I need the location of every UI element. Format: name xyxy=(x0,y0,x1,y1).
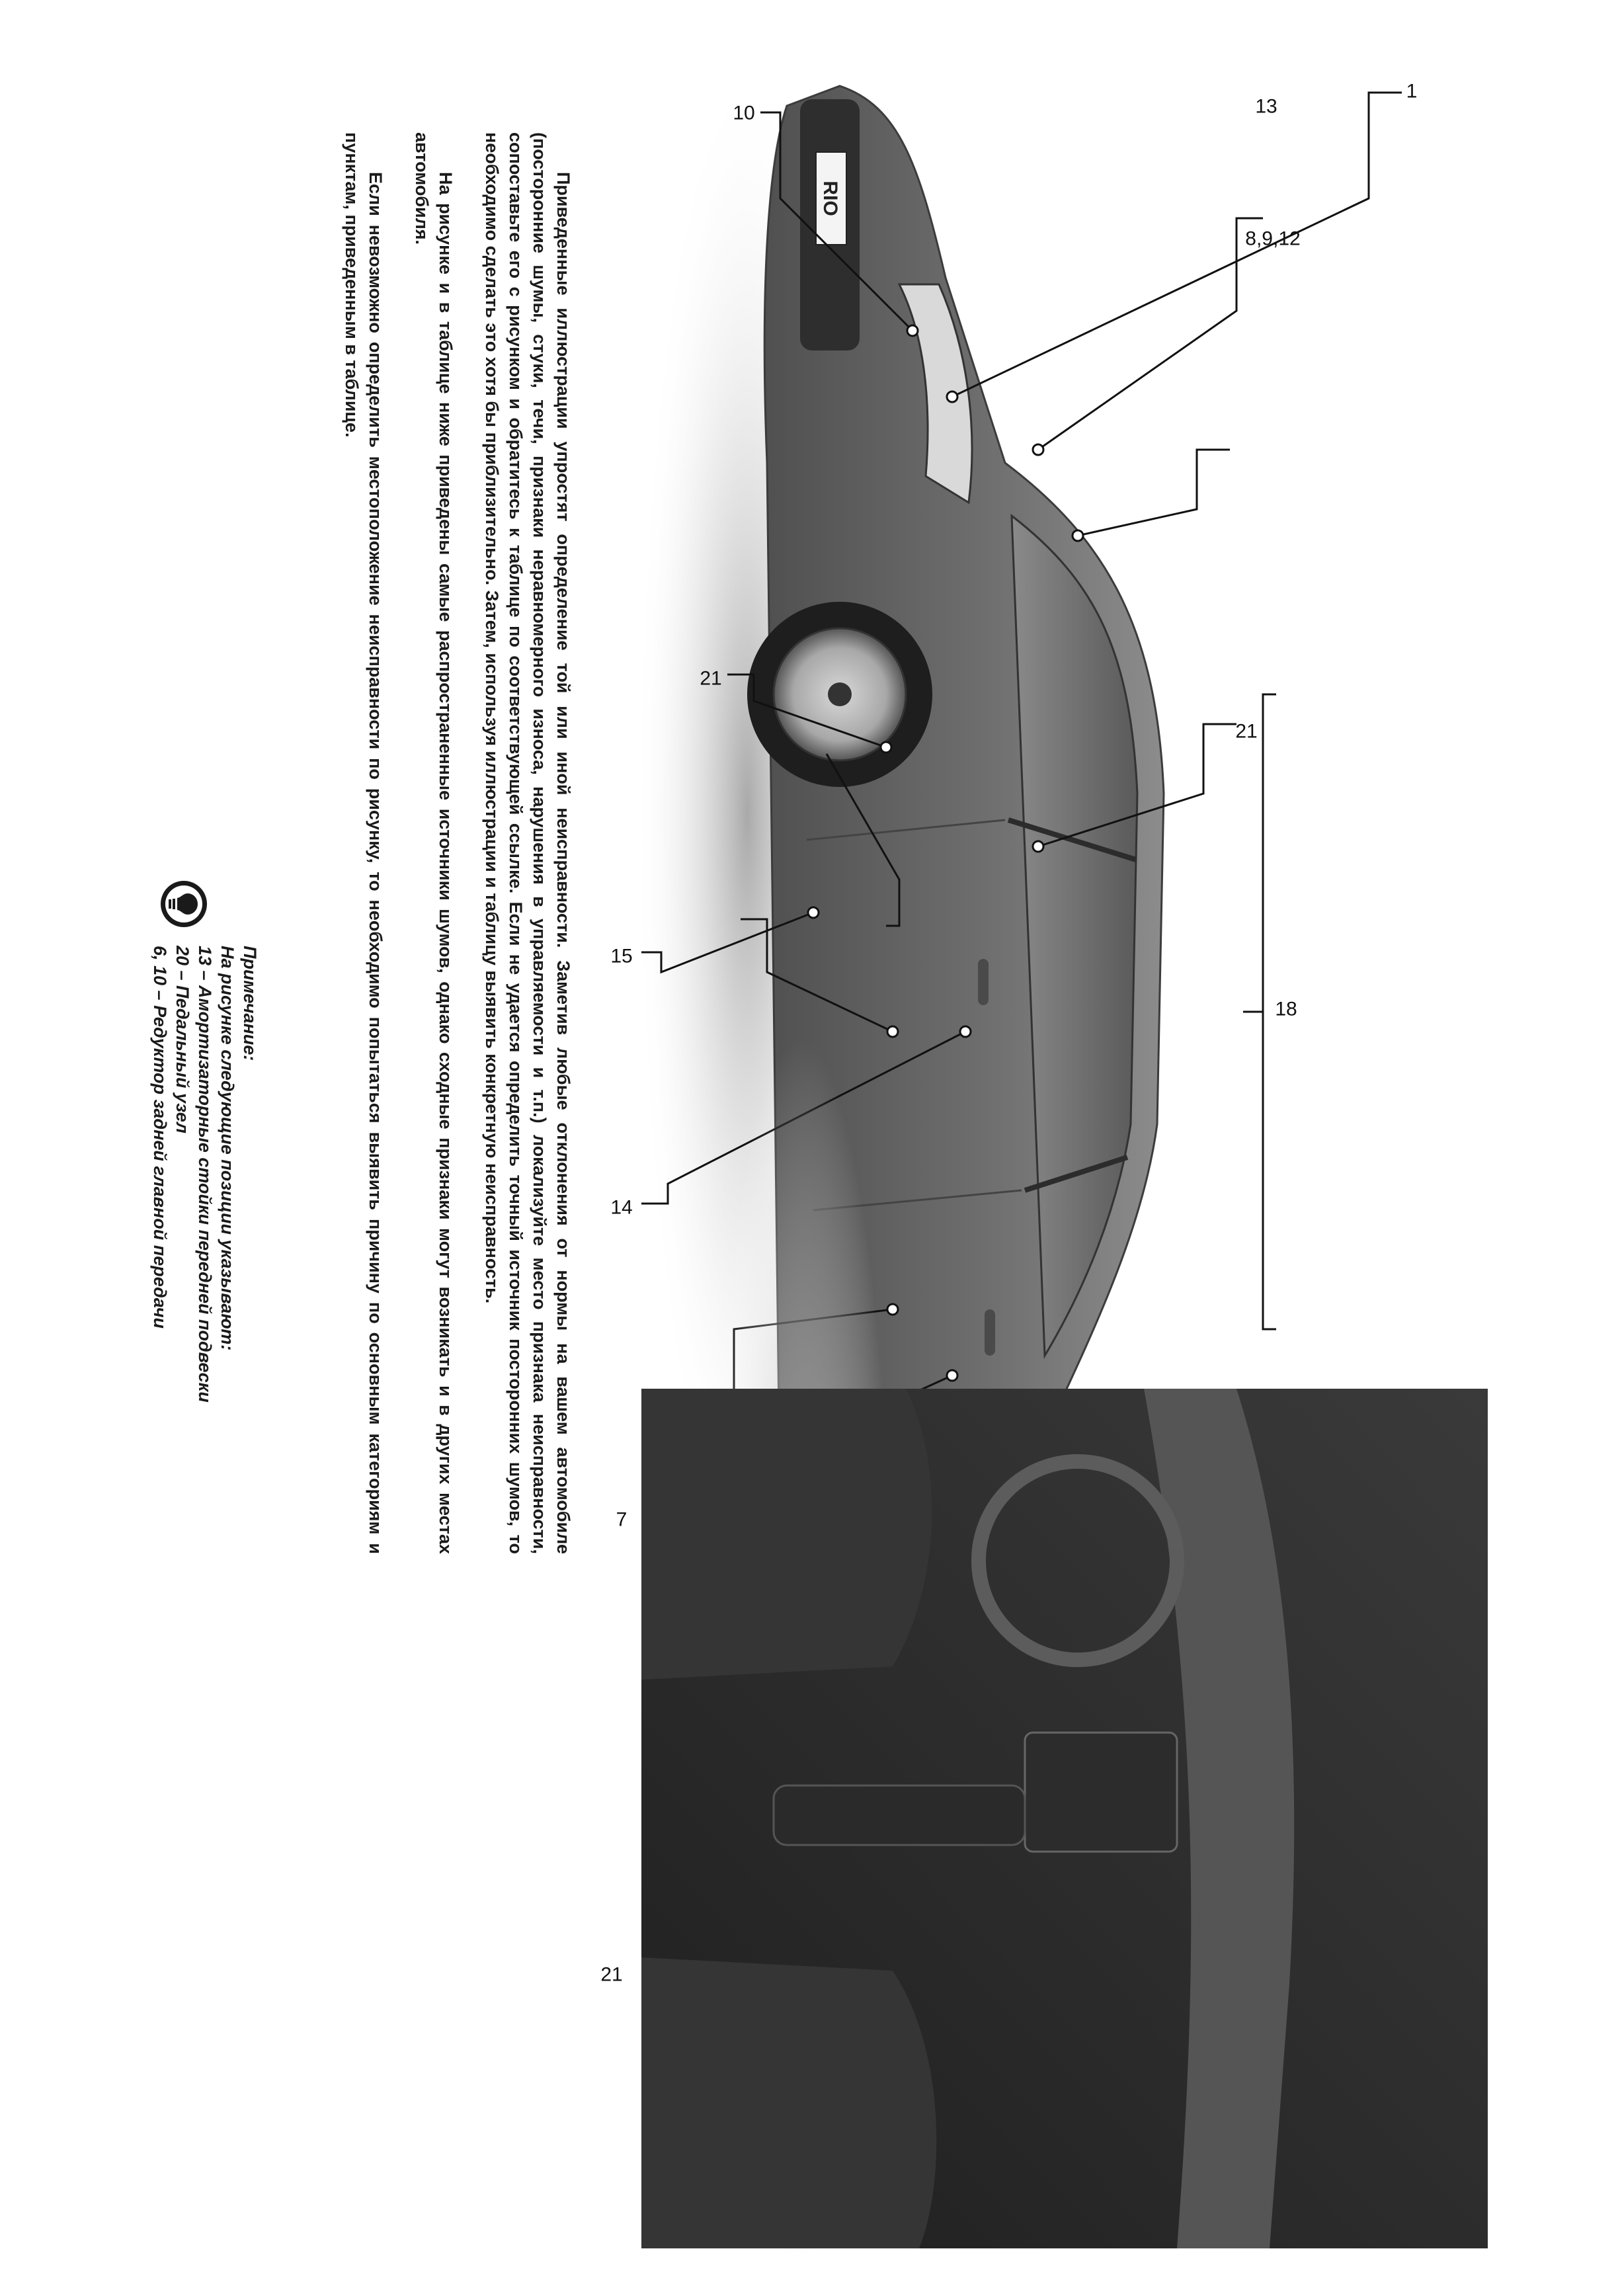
callout-label: 21 xyxy=(700,667,722,690)
note-line: На рисунке следующие позиции указывают: xyxy=(218,946,237,1351)
svg-text:RIO: RIO xyxy=(819,181,841,216)
callout-label: 13 xyxy=(1255,95,1277,118)
callout-label: 10 xyxy=(733,102,755,124)
description-text xyxy=(317,132,575,1554)
note-line: 13 – Амортизаторные стойки передней подвески xyxy=(195,946,215,1403)
callout-label: 8,9,12 xyxy=(1245,227,1301,250)
callout-label: 7 xyxy=(616,1508,628,1531)
note-line: 20 – Педальный узел xyxy=(173,946,192,1133)
lightbulb-icon xyxy=(159,880,208,928)
paragraph-2: На рисунке и в таблице ниже приведены самые распространенные источники шумов, однако сходные признаки могут возникать и в других местах автомобиля. xyxy=(412,132,456,1554)
paragraph-1: Приведенные иллюстрации упростят определение той или иной неисправности. Заметив любые отклонения от нормы на вашем автомобиле (посторонние шумы, стуки, течи, признаки неравномерного износа, нарушения в управляемости и т.п.) локализуйте место признака неисправности, сопоставьте его с рисунком и обратитесь к таблице по соответствующей ссылке. Если не удается определить точный источник посторонних шумов, то необходимо сделать это хотя бы приблизительно. Затем, используя иллюстрации и таблицу выявить конкретную неисправность. xyxy=(482,132,573,1554)
callout-label: 15 xyxy=(610,945,633,967)
interior-photo xyxy=(641,1389,1488,2248)
note-block xyxy=(96,880,261,1739)
callout-label: 21 xyxy=(1235,720,1258,743)
note-text xyxy=(149,946,261,1403)
note-line: 6, 10 – Редуктор задней главной передачи xyxy=(150,946,170,1329)
note-title: Примечание: xyxy=(240,946,260,1061)
callout-label: 21 xyxy=(600,1963,623,1986)
callout-label: 18 xyxy=(1275,998,1297,1020)
callout-label: 1 xyxy=(1406,80,1418,102)
paragraph-3: Если невозможно определить местоположение неисправности по рисунку, то необходимо попытаться выявить причину по основным категориям и пунктам, приведенным в таблице. xyxy=(342,132,385,1554)
callout-label: 14 xyxy=(610,1196,633,1219)
